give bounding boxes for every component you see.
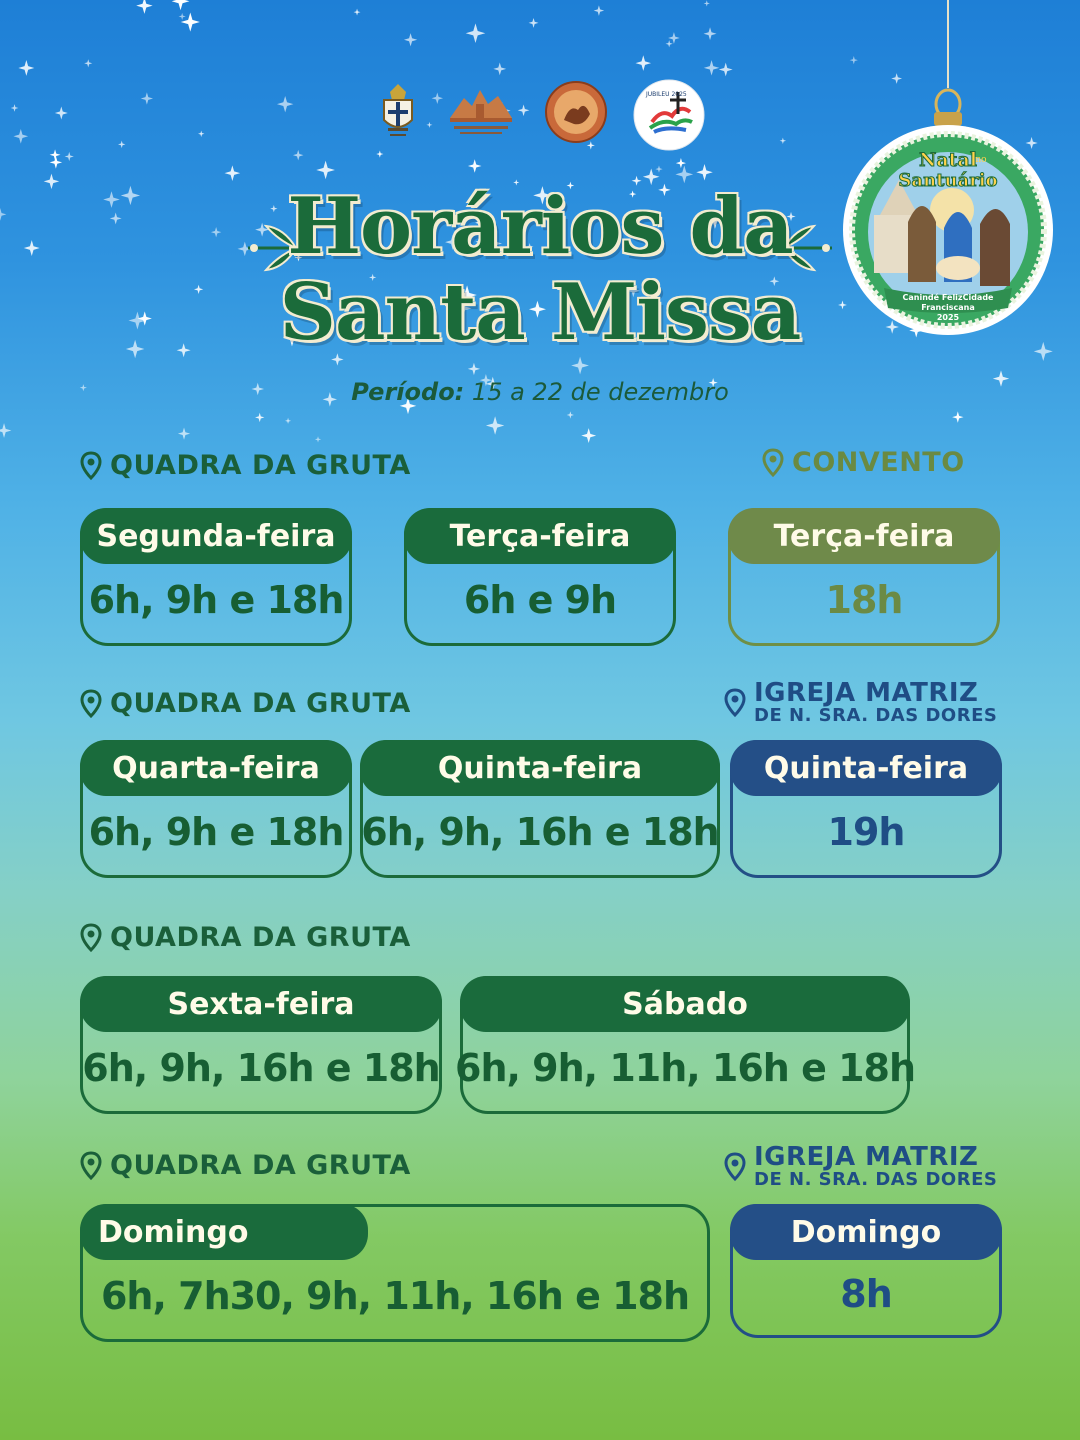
location-pin-icon <box>80 1151 102 1181</box>
star-icon <box>50 156 63 169</box>
star-icon <box>636 55 652 71</box>
star-icon <box>136 0 152 14</box>
mass-times: 6h, 9h e 18h <box>88 810 344 854</box>
star-icon <box>55 107 68 120</box>
mass-times: 6h, 7h30, 9h, 11h, 16h e 18h <box>100 1274 690 1318</box>
title-block <box>240 178 840 358</box>
location-label <box>724 680 997 725</box>
mass-times: 19h <box>827 810 905 854</box>
partner-logos <box>370 78 710 158</box>
location-pin-icon <box>762 448 784 478</box>
star-icon <box>704 60 719 75</box>
day-label: Quarta-feira <box>80 740 352 796</box>
location-name-two-line <box>754 1144 997 1189</box>
location-name: CONVENTO <box>792 447 965 478</box>
star-icon <box>719 63 733 77</box>
svg-text:Natal: Natal <box>919 149 977 171</box>
star-icon <box>277 96 293 112</box>
star-icon <box>118 141 125 148</box>
diocese-coat-of-arms-logo <box>376 82 420 140</box>
star-icon <box>571 357 589 375</box>
star-icon <box>225 165 241 181</box>
schedule-card <box>730 740 1002 878</box>
star-icon <box>285 418 291 424</box>
schedule-card <box>80 976 442 1114</box>
period-value: 15 a 22 de dezembro <box>471 378 729 406</box>
day-label: Terça-feira <box>404 508 676 564</box>
schedule-card <box>80 740 352 878</box>
star-icon <box>468 159 482 173</box>
location-name: QUADRA DA GRUTA <box>110 922 411 953</box>
star-icon <box>594 5 605 16</box>
mass-times: 6h, 9h, 16h e 18h <box>361 810 719 854</box>
location-label <box>80 450 411 481</box>
location-name: QUADRA DA GRUTA <box>110 450 411 481</box>
star-icon <box>84 59 92 67</box>
schedule-card <box>80 1204 710 1342</box>
location-name-line2: DE N. SRA. DAS DORES <box>754 1169 998 1190</box>
franciscan-seal-logo <box>544 80 608 144</box>
star-icon <box>780 138 786 144</box>
schedule-card <box>80 508 352 646</box>
svg-text:Franciscana: Franciscana <box>921 303 975 312</box>
star-icon <box>103 191 120 208</box>
schedule-card <box>360 740 720 878</box>
star-icon <box>181 12 200 31</box>
star-icon <box>993 370 1009 386</box>
star-icon <box>666 40 673 47</box>
svg-text:Canindé FelizCidade: Canindé FelizCidade <box>902 293 994 302</box>
star-icon <box>354 9 361 16</box>
star-icon <box>704 27 717 40</box>
star-icon <box>316 161 335 180</box>
title-line-2: Santa Missa <box>279 267 801 358</box>
star-icon <box>18 60 34 76</box>
location-label <box>80 1150 411 1181</box>
location-pin-icon <box>80 923 102 953</box>
star-icon <box>468 363 480 375</box>
day-label: Quinta-feira <box>730 740 1002 796</box>
star-icon <box>567 411 574 418</box>
star-icon <box>121 186 140 205</box>
location-name-line1: IGREJA MATRIZ <box>754 678 979 708</box>
location-pin-icon <box>80 689 102 719</box>
star-icon <box>655 165 662 172</box>
location-name-line2: DE N. SRA. DAS DORES <box>754 705 998 726</box>
star-icon <box>138 311 152 325</box>
star-icon <box>179 13 186 20</box>
star-icon <box>126 340 145 359</box>
location-pin-icon <box>724 688 746 718</box>
location-label <box>80 688 411 719</box>
star-icon <box>65 152 74 161</box>
star-icon <box>251 383 264 396</box>
day-label: Segunda-feira <box>80 508 352 564</box>
location-name-two-line <box>754 680 997 725</box>
schedule-card <box>728 508 1000 646</box>
star-icon <box>24 240 40 256</box>
day-label: Domingo <box>730 1204 1002 1260</box>
schedule-card <box>455 976 916 1114</box>
star-icon <box>255 413 264 422</box>
star-icon <box>110 212 122 224</box>
mass-times: 6h, 9h e 18h <box>88 578 344 622</box>
star-icon <box>581 428 596 443</box>
jubilee-2025-logo <box>632 78 706 152</box>
star-icon <box>11 104 19 112</box>
star-icon <box>952 411 963 422</box>
star-icon <box>172 0 190 10</box>
schedule-card <box>730 1204 1002 1338</box>
day-label: Terça-feira <box>728 508 1000 564</box>
svg-text:2025: 2025 <box>936 313 960 322</box>
title-line-1: Horários da <box>287 181 793 272</box>
location-label <box>762 447 965 478</box>
location-name: QUADRA DA GRUTA <box>110 688 411 719</box>
star-icon <box>13 129 28 144</box>
day-label: Domingo <box>80 1204 368 1260</box>
star-icon <box>50 149 61 160</box>
period-label: Período: <box>351 378 465 406</box>
location-pin-icon <box>80 451 102 481</box>
location-name: QUADRA DA GRUTA <box>110 1150 411 1181</box>
location-pin-icon <box>724 1152 746 1182</box>
location-label <box>80 922 411 953</box>
mass-times: 8h <box>840 1272 892 1316</box>
star-icon <box>404 33 417 46</box>
day-label: Quinta-feira <box>360 740 720 796</box>
star-icon <box>704 0 710 6</box>
location-label <box>724 1144 997 1189</box>
star-icon <box>178 428 190 440</box>
basilica-logo <box>446 84 516 140</box>
star-icon <box>293 150 303 160</box>
star-icon <box>211 227 221 237</box>
mass-times: 6h, 9h, 16h e 18h <box>82 1046 440 1090</box>
location-name-line1: IGREJA MATRIZ <box>754 1142 979 1172</box>
schedule-card <box>404 508 676 646</box>
star-icon <box>668 32 680 44</box>
mass-times: 6h e 9h <box>463 578 617 622</box>
star-icon <box>198 131 204 137</box>
star-icon <box>194 285 203 294</box>
svg-text:JUBILEU 2025: JUBILEU 2025 <box>646 91 687 98</box>
mass-times: 6h, 9h, 11h, 16h e 18h <box>455 1046 916 1090</box>
star-icon <box>493 63 506 76</box>
day-label: Sexta-feira <box>80 976 442 1032</box>
star-icon <box>466 23 486 43</box>
mass-times: 18h <box>825 578 903 622</box>
star-icon <box>80 384 87 391</box>
star-icon <box>44 174 60 190</box>
star-icon <box>177 343 191 357</box>
star-icon <box>315 436 321 442</box>
day-label: Sábado <box>460 976 910 1032</box>
svg-text:Santuário: Santuário <box>898 170 998 191</box>
star-icon <box>0 208 6 220</box>
christmas-ornament-badge <box>840 0 1060 345</box>
star-icon <box>0 423 11 438</box>
svg-text:no: no <box>975 155 987 165</box>
star-icon <box>486 416 504 434</box>
star-icon <box>529 18 539 28</box>
period-text <box>300 378 780 406</box>
star-icon <box>141 92 153 104</box>
